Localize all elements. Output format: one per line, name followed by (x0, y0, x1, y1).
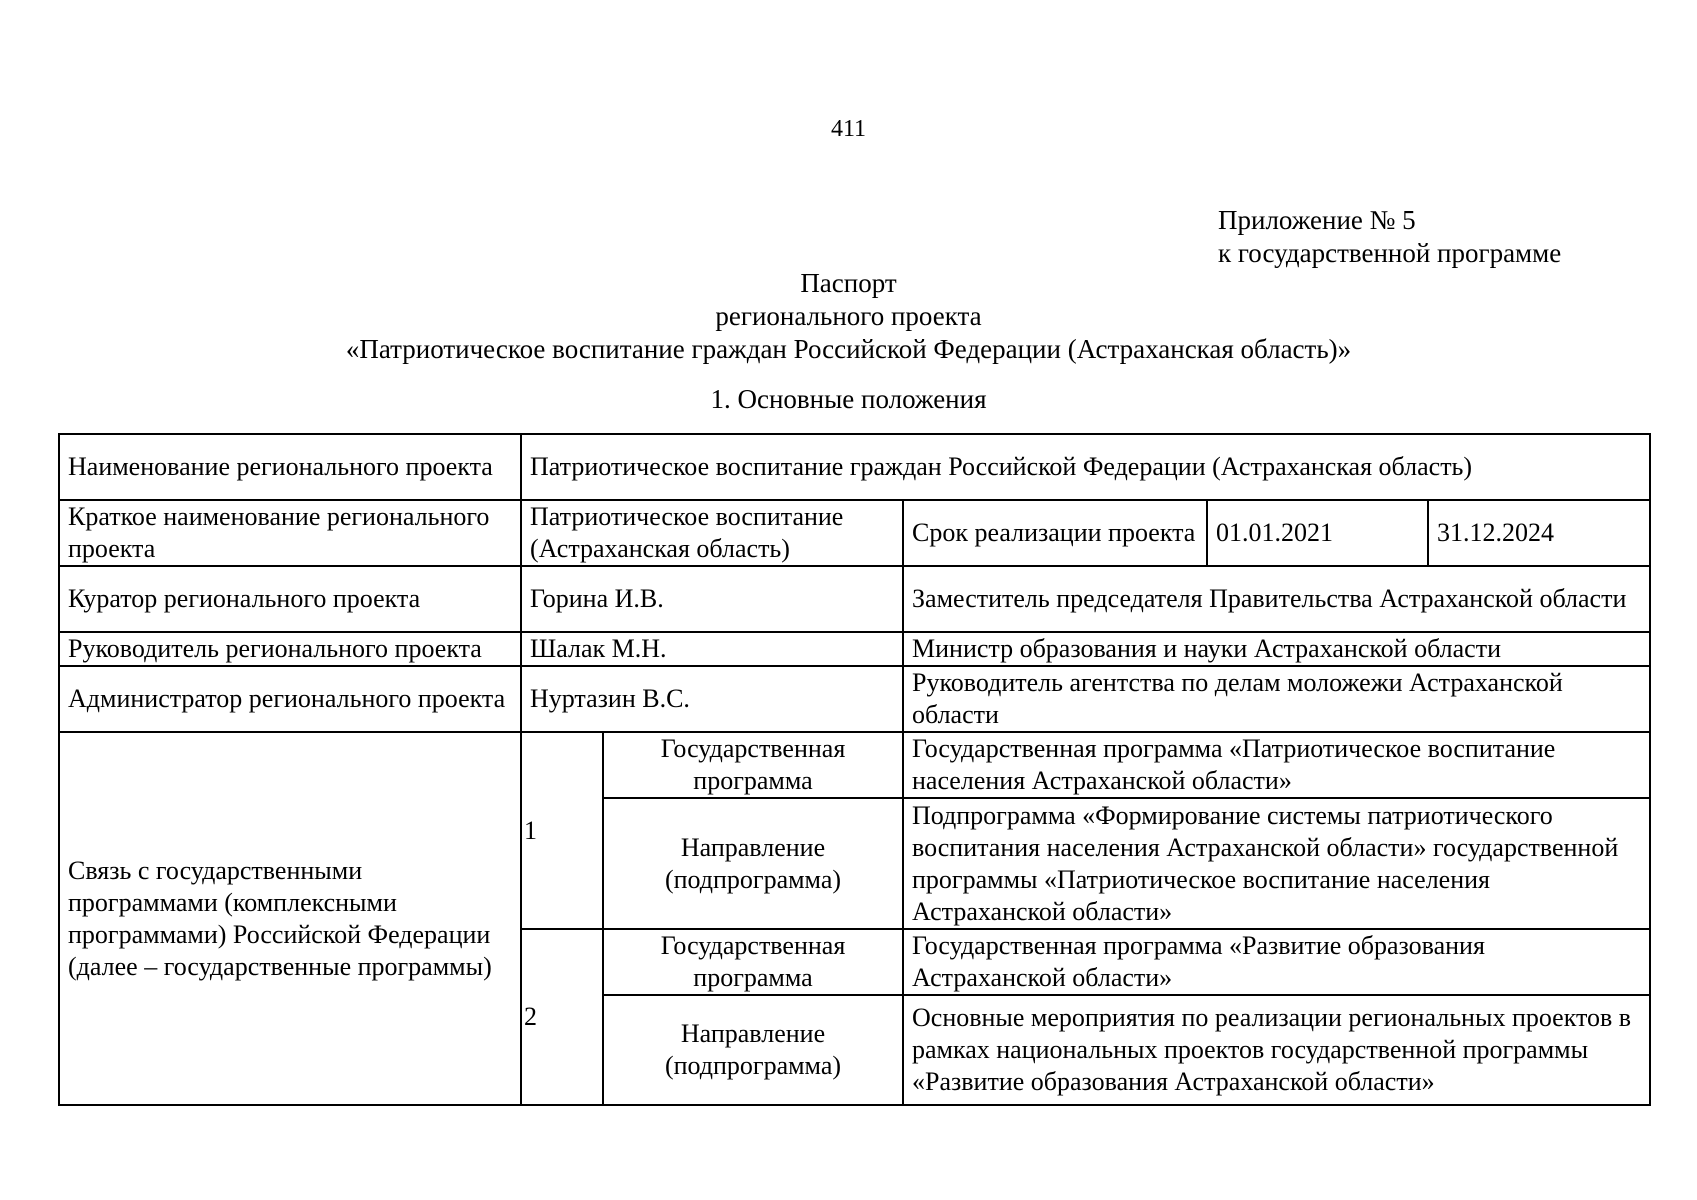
direction-value-cell: Подпрограмма «Формирование системы патриотического воспитания населения Астраханской области» государственной программы «Патриотическое воспитание населения Астраханской области» (903, 798, 1650, 929)
direction-value-cell: Основные мероприятия по реализации региональных проектов в рамках национальных проектов государственной программы «Развитие образования Астраханской области» (903, 995, 1650, 1105)
head-position-cell: Министр образования и науки Астраханской области (903, 632, 1650, 666)
table-row (59, 566, 1650, 632)
admin-name-cell: Нуртазин В.С. (521, 666, 903, 732)
page-number: 411 (830, 116, 867, 142)
name-label-cell: Наименование регионального проекта (59, 434, 521, 500)
title-line-2: регионального проекта (715, 301, 982, 331)
term-label-cell: Срок реализации проекта (903, 500, 1207, 566)
short-name-label-cell: Краткое наименование регионального проекта (59, 500, 521, 566)
curator-name-cell: Горина И.В. (521, 566, 903, 632)
title-line-1: Паспорт (800, 268, 897, 298)
table-row (59, 434, 1650, 500)
term-end-cell: 31.12.2024 (1428, 500, 1650, 566)
short-name-value-cell: Патриотическое воспитание (Астраханская область) (521, 500, 903, 566)
program-links-label-cell: Связь с государственными программами (комплексными программами) Российской Федерации (далее – государственные программы) (59, 732, 521, 1105)
curator-position-cell: Заместитель председателя Правительства Астраханской области (903, 566, 1650, 632)
head-name-cell: Шалак М.Н. (521, 632, 903, 666)
head-label-cell: Руководитель регионального проекта (59, 632, 521, 666)
table-row (59, 500, 1650, 566)
section-heading: 1. Основные положения (710, 384, 987, 414)
curator-label-cell: Куратор регионального проекта (59, 566, 521, 632)
appendix-note (1218, 204, 1561, 270)
direction-label-cell: Направление (подпрограмма) (603, 995, 903, 1105)
program-number-cell: 1 (521, 732, 603, 929)
program-label-cell: Государственная программа (603, 732, 903, 798)
program-value-cell: Государственная программа «Патриотическое воспитание населения Астраханской области» (903, 732, 1650, 798)
program-value-cell: Государственная программа «Развитие образования Астраханской области» (903, 929, 1650, 995)
program-label-cell: Государственная программа (603, 929, 903, 995)
appendix-line-1: Приложение № 5 (1218, 205, 1416, 235)
table-row (59, 732, 1650, 798)
admin-label-cell: Администратор регионального проекта (59, 666, 521, 732)
term-start-cell: 01.01.2021 (1207, 500, 1428, 566)
document-title (0, 267, 1697, 366)
direction-label-cell: Направление (подпрограмма) (603, 798, 903, 929)
appendix-line-2: к государственной программе (1218, 238, 1562, 268)
title-line-3: «Патриотическое воспитание граждан Российской Федерации (Астраханская область)» (345, 334, 1352, 364)
name-value-cell: Патриотическое воспитание граждан Российской Федерации (Астраханская область) (521, 434, 1650, 500)
passport-table (58, 433, 1651, 1106)
table-row (59, 666, 1650, 732)
admin-position-cell: Руководитель агентства по делам моложежи Астраханской области (903, 666, 1650, 732)
program-number-cell: 2 (521, 929, 603, 1105)
table-row (59, 632, 1650, 666)
